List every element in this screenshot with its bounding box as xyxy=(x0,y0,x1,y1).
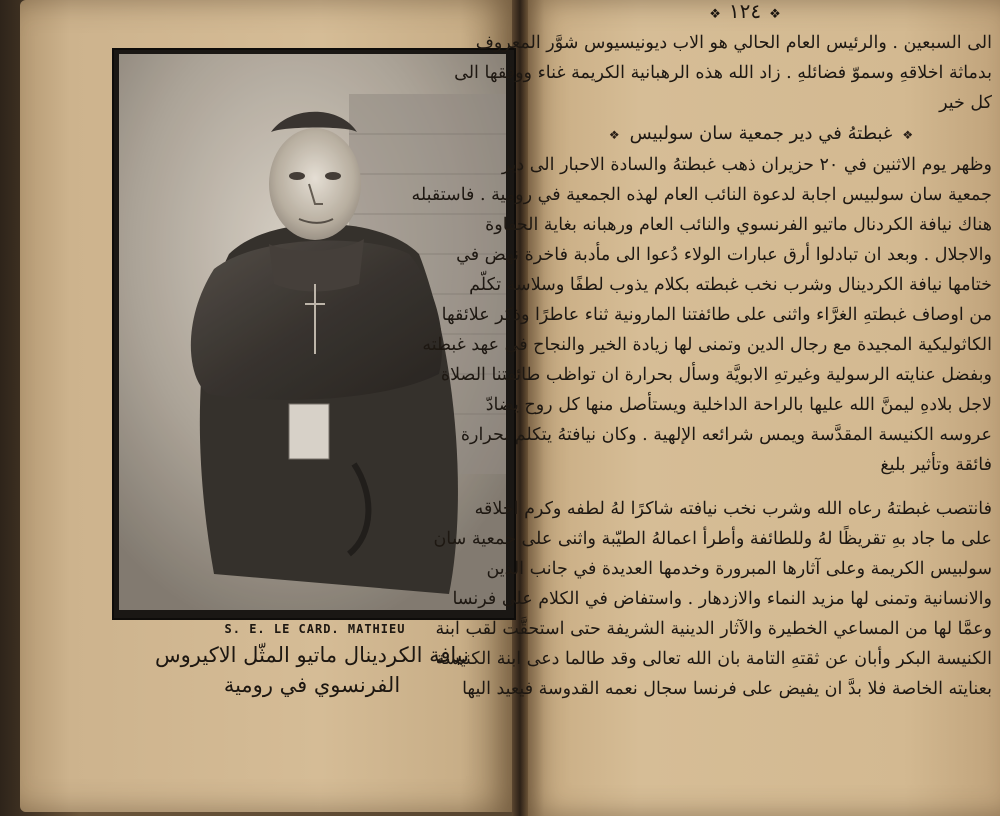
right-page-text xyxy=(411,28,992,704)
ornament-icon: ❖ xyxy=(769,7,781,22)
text-line: ختامها نيافة الكردينال وشرب نخب غبطته بكلام يذوب لطفًا وسلاسة تكلّم xyxy=(469,275,992,295)
photo-caption-arabic: نيافة الكردينال ماتيو المثّل الاكيروس الفرنسوي في رومية xyxy=(155,643,469,697)
text-line: وبفضل عنايته الرسولية وغيرتهِ الابويَّة وسأل بحرارة ان تواظب طائفتنا الصلاة xyxy=(440,365,992,385)
page-number xyxy=(680,0,810,26)
text-line: لاجل بلادهِ ليمنَّ الله عليها بالراحة الداخلية ويستأصل منها كل روح يضادّ xyxy=(485,395,992,415)
text-line: هناك نيافة الكردنال ماتيو الفرنسوي والنائب العام ورهبانه بغاية الحفاوة xyxy=(485,215,992,235)
paragraph-gap xyxy=(530,480,992,494)
text-line: الكاثوليكية المجيدة مع رجال الدين وتمنى لها زيادة الخير والنجاح في عهد غبطته xyxy=(422,335,992,355)
text-line: بعنايته الخاصة فلا بدَّ ان يفيض على فرنسا سجال نعمه القدوسة فيعيد اليها xyxy=(462,679,992,699)
text-line: كل خير xyxy=(939,93,992,113)
text-line: والانسانية وتمنى لها مزيد النماء والازدهار . واستفاض في الكلام على فرنسا xyxy=(452,589,992,609)
text-line: سولبيس الكريمة وعلى آثارها المبرورة وخدمها العديدة في جانب الدين xyxy=(486,559,992,579)
text-line: بدماثة اخلاقهِ وسموّ فضائلهِ . زاد الله هذه الرهبانية الكريمة غناء ووفقها الى xyxy=(454,63,992,83)
text-line: الى السبعين . والرئيس العام الحالي هو الاب ديونيسيوس شوَّر المعروف xyxy=(475,33,992,53)
text-line: جمعية سان سولبيس اجابة لدعوة النائب العام لهذه الجمعية في رومية . فاستقبله xyxy=(411,185,992,205)
ornament-icon: ❖ xyxy=(608,128,620,142)
text-line: وظهر يوم الاثنين في ٢٠ حزيران ذهب غبطتهُ والسادة الاحبار الى دير xyxy=(501,155,992,175)
photo-caption-latin: S. E. LE CARD. MATHIEU xyxy=(224,622,406,636)
page-number-value: ١٢٤ xyxy=(728,0,762,23)
text-line: فائقة وتأثير بليغ xyxy=(880,455,992,475)
text-line: والاجلال . وبعد ان تبادلوا أرق عبارات الولاء دُعوا الى مأدبة فاخرة نهض في xyxy=(456,245,992,265)
text-line: فانتصب غبطتهُ رعاه الله وشرب نخب نيافته شاكرًا لهُ لطفه وكرم اخلاقه xyxy=(474,499,992,519)
text-line: من اوصاف غبطتهِ الغرَّاء واثنى على طائفتنا المارونية ثناء عاطرًا وذكر علائقها xyxy=(441,305,992,325)
text-line: الكنيسة البكر وأبان عن ثقتهِ التامة بان الله تعالى وقد طالما دعى ابنة الكنيسة xyxy=(435,649,992,669)
text-line: وعمَّا لها من المساعي الخطيرة والآثار الدينية الشريفة حتى استحقَّت لقب ابنة xyxy=(435,619,992,639)
section-heading-text: غبطتهُ في دير جمعية سان سولبيس xyxy=(629,123,893,144)
ornament-icon: ❖ xyxy=(709,7,721,22)
ornament-icon: ❖ xyxy=(902,128,914,142)
text-line: عروسه الكنيسة المقدَّسة ويمس شرائعه الإلهية . وكان نيافتهُ يتكلم بحرارة xyxy=(460,425,992,445)
text-line: على ما جاد بهِ تقريظًا لهُ وللطائفة وأطرأ اعمالهُ الطيّبة واثنى على جمعية سان xyxy=(433,529,992,549)
section-heading xyxy=(530,118,992,150)
